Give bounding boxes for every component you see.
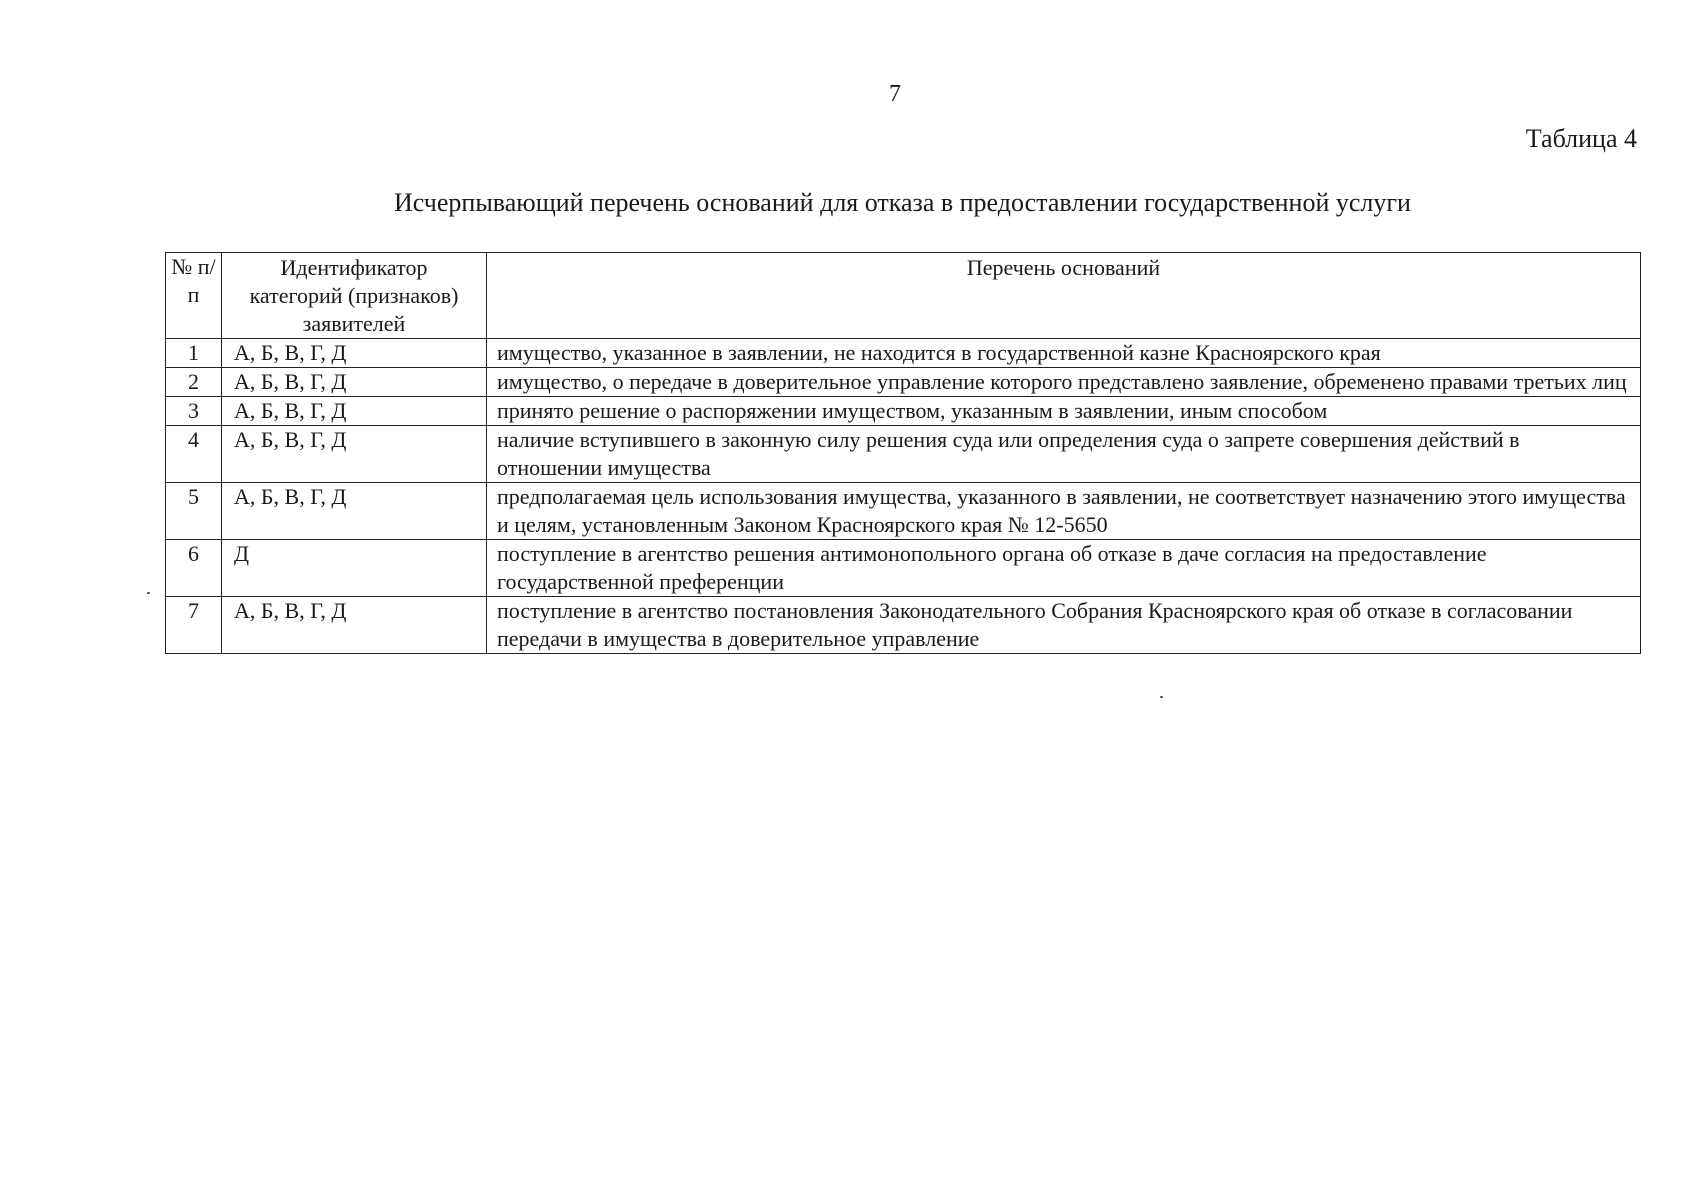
row-number: 1 — [166, 339, 222, 368]
table-row — [166, 426, 1641, 483]
table-row — [166, 483, 1641, 540]
row-number: 2 — [166, 368, 222, 397]
header-category: Идентификатор категорий (признаков) заявителей — [222, 253, 487, 339]
row-category: А, Б, В, Г, Д — [222, 483, 487, 540]
row-grounds: предполагаемая цель использования имущества, указанного в заявлении, не соответствует назначению этого имущества и целям, установленным Законом Красноярского края № 12-5650 — [487, 483, 1641, 540]
row-category: Д — [222, 540, 487, 597]
row-category: А, Б, В, Г, Д — [222, 397, 487, 426]
row-category: А, Б, В, Г, Д — [222, 426, 487, 483]
table-row — [166, 339, 1641, 368]
row-number: 3 — [166, 397, 222, 426]
row-number: 6 — [166, 540, 222, 597]
row-category: А, Б, В, Г, Д — [222, 368, 487, 397]
row-grounds: наличие вступившего в законную силу решения суда или определения суда о запрете совершения действий в отношении имущества — [487, 426, 1641, 483]
table-row — [166, 368, 1641, 397]
row-grounds: имущество, указанное в заявлении, не находится в государственной казне Красноярского края — [487, 339, 1641, 368]
table-row — [166, 597, 1641, 654]
row-number: 4 — [166, 426, 222, 483]
row-category: А, Б, В, Г, Д — [222, 339, 487, 368]
page-number: 7 — [889, 81, 901, 107]
row-number: 5 — [166, 483, 222, 540]
scan-speck — [147, 592, 150, 594]
row-grounds: поступление в агентство постановления Законодательного Собрания Красноярского края об отказе в согласовании передачи в имущества в доверительное управление — [487, 597, 1641, 654]
table-row — [166, 397, 1641, 426]
table-label: Таблица 4 — [1525, 124, 1637, 153]
scan-speck — [1160, 696, 1163, 698]
row-grounds: поступление в агентство решения антимонопольного органа об отказе в даче согласия на предоставление государственной преференции — [487, 540, 1641, 597]
table-header-row — [166, 253, 1641, 339]
header-grounds: Перечень оснований — [487, 253, 1641, 339]
grounds-table — [165, 252, 1641, 654]
row-number: 7 — [166, 597, 222, 654]
header-number: № п/п — [166, 253, 222, 339]
row-grounds: принято решение о распоряжении имуществом, указанным в заявлении, иным способом — [487, 397, 1641, 426]
document-title: Исчерпывающий перечень оснований для отказа в предоставлении государственной услуги — [394, 188, 1411, 217]
row-category: А, Б, В, Г, Д — [222, 597, 487, 654]
row-grounds: имущество, о передаче в доверительное управление которого представлено заявление, обременено правами третьих лиц — [487, 368, 1641, 397]
table-row — [166, 540, 1641, 597]
